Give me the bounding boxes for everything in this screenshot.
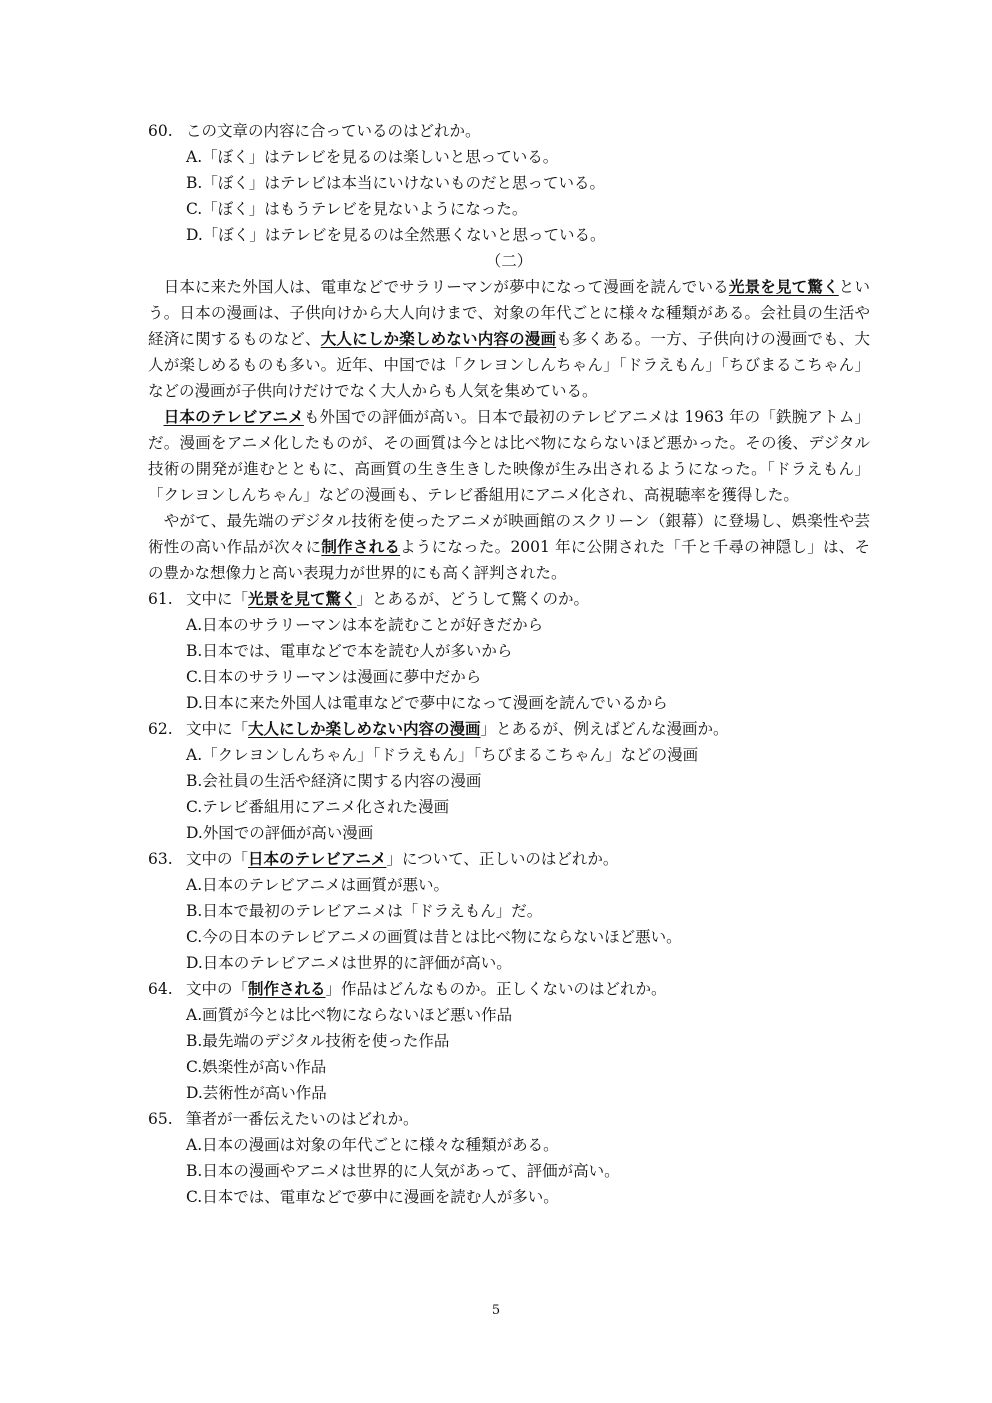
page-number: 5 — [491, 1303, 501, 1318]
underlined-phrase: 制作される — [248, 979, 326, 998]
option-d: D.「ぼく」はテレビを見るのは全然悪くないと思っている。 — [186, 226, 606, 244]
question-61 — [148, 586, 870, 612]
question-65 — [148, 1106, 870, 1132]
option-d: D.外国での評価が高い漫画 — [186, 824, 374, 842]
option-b: B.最先端のデジタル技術を使った作品 — [186, 1032, 450, 1050]
text-run: 」とあるが、例えばどんな漫画か。 — [480, 720, 729, 738]
text-run: 」作品はどんなものか。正しくないのはどれか。 — [325, 980, 667, 998]
option-c: C.娯楽性が高い作品 — [186, 1058, 327, 1076]
passage-paragraph-2 — [148, 404, 870, 508]
underlined-phrase: 大人にしか楽しめない内容の漫画 — [248, 719, 481, 738]
section-heading: （二） — [485, 252, 533, 270]
question-64 — [148, 976, 870, 1002]
text-run: 文中の「 — [186, 980, 249, 998]
text-run: 日本に来た外国人は、電車などでサラリーマンが夢中になって漫画を読んでいる — [163, 278, 729, 296]
text-run: やがて、最先端のデジタル技術を使ったアニメが映画館のスクリーン（銀幕）に登場し、娯楽性や芸術性の高い作品が次々に — [148, 512, 870, 556]
document-page — [148, 118, 870, 1210]
underlined-phrase: 日本のテレビアニメ — [248, 849, 387, 868]
option-a: A.日本のテレビアニメは画質が悪い。 — [186, 876, 450, 894]
option-b: B.日本で最初のテレビアニメは「ドラえもん」だ。 — [186, 902, 543, 920]
option-c: C.日本では、電車などで夢中に漫画を読む人が多い。 — [186, 1188, 559, 1206]
question-number: 60. — [148, 122, 173, 140]
question-63 — [148, 846, 870, 872]
option-c: C.日本のサラリーマンは漫画に夢中だから — [186, 668, 482, 686]
option-c: C.今の日本のテレビアニメの画質は昔とは比べ物にならないほど悪い。 — [186, 928, 682, 946]
text-run: も外国での評価が高い。日本で最初のテレビアニメは 1963 年の「鉄腕アトム」だ。漫画をアニメ化したものが、その画質は今とは比べ物にならないほど悪かった。その後、デジタル技術の開発が進むとともに、高画質の生き生きした映像が生み出されるようになった。「ドラえもん」「クレヨンしんちゃん」などの漫画も、テレビ番組用にアニメ化され、高視聴率を獲得した。 — [148, 408, 871, 504]
question-number: 63. — [148, 850, 173, 868]
option-a: A.画質が今とは比べ物にならないほど悪い作品 — [186, 1006, 513, 1024]
underlined-phrase: 大人にしか楽しめない内容の漫画 — [320, 329, 557, 348]
option-d: D.芸術性が高い作品 — [186, 1084, 327, 1102]
question-text: 筆者が一番伝えたいのはどれか。 — [186, 1110, 419, 1128]
text-run: 文中の「 — [186, 850, 249, 868]
passage-paragraph-3 — [148, 508, 870, 586]
option-d: D.日本のテレビアニメは世界的に評価が高い。 — [186, 954, 512, 972]
question-number: 65. — [148, 1110, 173, 1128]
question-number: 61. — [148, 590, 173, 608]
question-number: 62. — [148, 720, 173, 738]
option-a: A.「クレヨンしんちゃん」「ドラえもん」「ちびまるこちゃん」などの漫画 — [186, 746, 699, 764]
option-c: C.「ぼく」はもうテレビを見ないようになった。 — [186, 200, 528, 218]
text-run: 文中に「 — [186, 590, 249, 608]
question-number: 64. — [148, 980, 173, 998]
text-run: も多くある。一方、子供向けの漫画でも、大人が楽しめるものも多い。近年、中国では「クレヨンしんちゃん」「ドラえもん」「ちびまるこちゃん」などの漫画が子供向けだけでなく大人からも人気を集めている。 — [148, 330, 870, 400]
question-62 — [148, 716, 870, 742]
option-b: B.日本の漫画やアニメは世界的に人気があって、評価が高い。 — [186, 1162, 620, 1180]
option-b: B.会社員の生活や経済に関する内容の漫画 — [186, 772, 482, 790]
question-60 — [148, 118, 870, 144]
option-a: A.「ぼく」はテレビを見るのは楽しいと思っている。 — [186, 148, 559, 166]
text-run: ようになった。2001 年に公開された「千と千尋の神隠し」は、その豊かな想像力と高い表現力が世界的にも高く評判された。 — [148, 538, 870, 582]
text-run: という。日本の漫画は、子供向けから大人向けまで、対象の年代ごとに様々な種類がある。会社員の生活や経済に関するものなど、 — [148, 278, 870, 348]
text-run: 」について、正しいのはどれか。 — [386, 850, 619, 868]
underlined-phrase: 日本のテレビアニメ — [163, 407, 304, 426]
text-run: 文中に「 — [186, 720, 249, 738]
underlined-phrase: 光景を見て驚く — [728, 277, 839, 296]
passage-paragraph-1 — [148, 274, 870, 404]
question-text: この文章の内容に合っているのはどれか。 — [186, 122, 481, 140]
option-d: D.日本に来た外国人は電車などで夢中になって漫画を読んでいるから — [186, 694, 668, 712]
text-run: 」とあるが、どうして驚くのか。 — [356, 590, 590, 608]
option-a: A.日本の漫画は対象の年代ごとに様々な種類がある。 — [186, 1136, 559, 1154]
underlined-phrase: 光景を見て驚く — [248, 589, 357, 608]
underlined-phrase: 制作される — [321, 537, 401, 556]
option-c: C.テレビ番組用にアニメ化された漫画 — [186, 798, 450, 816]
option-b: B.「ぼく」はテレビは本当にいけないものだと思っている。 — [186, 174, 606, 192]
option-b: B.日本では、電車などで本を読む人が多いから — [186, 642, 513, 660]
option-a: A.日本のサラリーマンは本を読むことが好きだから — [186, 616, 544, 634]
